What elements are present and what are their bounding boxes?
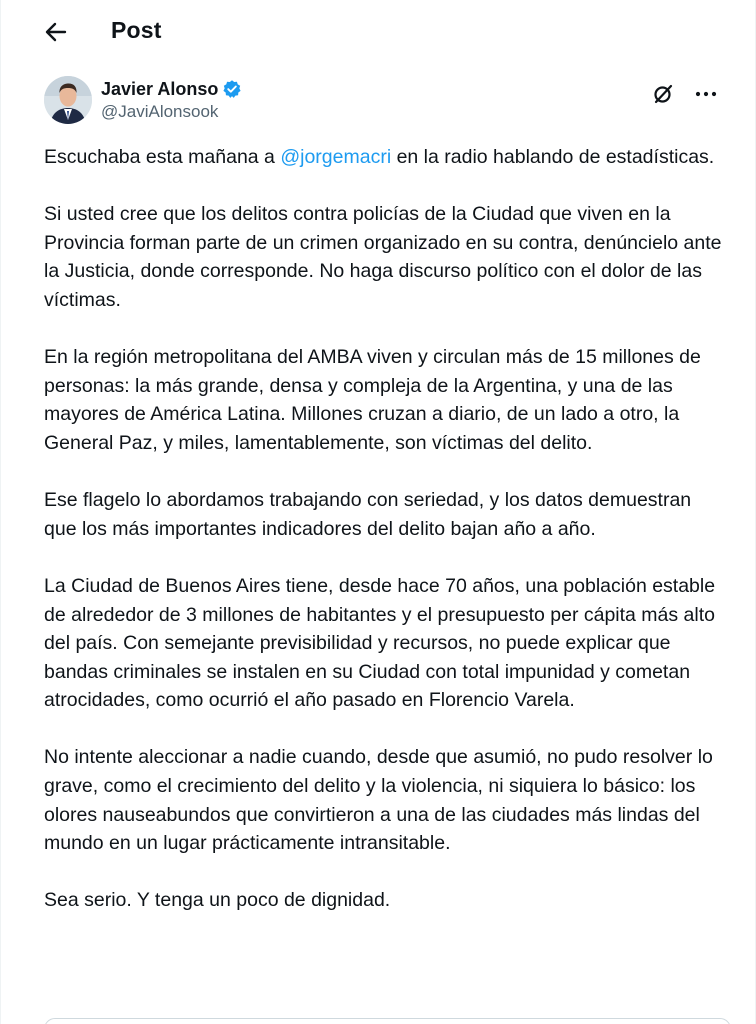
tweet-paragraph-1 <box>44 143 729 172</box>
grok-icon <box>652 83 674 105</box>
tweet-text-span: Escuchaba esta mañana a <box>44 146 281 168</box>
avatar[interactable] <box>44 76 92 124</box>
author-row <box>44 76 725 128</box>
grok-button[interactable] <box>649 80 677 108</box>
tweet-paragraph-7: Sea serio. Y tenga un poco de dignidad. <box>44 889 391 912</box>
tweet-text-span: en la radio hablando de estadísticas. <box>391 146 715 168</box>
tweet-paragraph-4: Ese flagelo lo abordamos trabajando con seriedad, y los datos demuestran que los más importantes indicadores del delito bajan año a año. <box>44 489 692 540</box>
arrow-left-icon <box>45 22 67 42</box>
mention-link[interactable]: @jorgemacri <box>280 146 392 168</box>
back-button[interactable] <box>39 16 73 48</box>
tweet-text <box>44 143 729 944</box>
page-header <box>1 0 755 64</box>
page-title: Post <box>111 17 162 43</box>
display-name-line[interactable] <box>101 78 242 100</box>
more-horizontal-icon <box>695 91 717 97</box>
author-handle[interactable]: @JaviAlonsook <box>101 102 219 121</box>
more-button[interactable] <box>691 80 721 108</box>
tweet-paragraph-5: La Ciudad de Buenos Aires tiene, desde hace 70 años, una población estable de alrededor de 3 millones de habitantes y el presupuesto per cápita más alto del país. Con semejante previsibilidad y recursos, no puede explicar que bandas criminales se instalen en su Ciudad con total impunidad y cometan atrocidades, como ocurrió el año pasado en Florencio Varela. <box>44 574 716 712</box>
tweet-paragraph-6: No intente aleccionar a nadie cuando, desde que asumió, no pudo resolver lo grave, como el crecimiento del delito y la violencia, ni siquiera lo básico: los olores nauseabundos que convirtieron a una de las ciudades más lindas del mundo en un lugar prácticamente intransitable. <box>44 746 713 855</box>
avatar-image <box>44 76 92 124</box>
display-name[interactable]: Javier Alonso <box>101 79 219 99</box>
tweet-paragraph-3: En la región metropolitana del AMBA viven y circulan más de 15 millones de personas: la más grande, densa y compleja de la Argentina, y una de las mayores de América Latina. Millones cruzan a diario, de un lado a otro, la General Paz, y miles, lamentablemente, son víctimas del delito. <box>44 346 701 454</box>
author-names <box>101 78 242 123</box>
media-card-edge <box>44 1018 731 1024</box>
tweet-paragraph-2: Si usted cree que los delitos contra policías de la Ciudad que viven en la Provincia forman parte de un crimen organizado en su contra, denúncielo ante la Justicia, donde corresponde. No haga discurso político con el dolor de las víctimas. <box>44 203 722 311</box>
verified-badge-icon <box>222 79 242 99</box>
